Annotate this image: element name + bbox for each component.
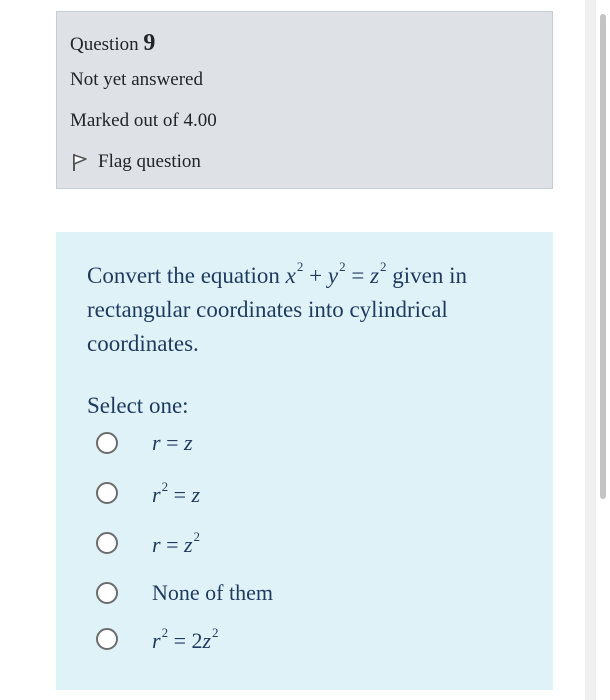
answer-label-1: r = z bbox=[152, 430, 193, 455]
question-title bbox=[70, 30, 155, 57]
flag-question-link[interactable] bbox=[70, 151, 201, 173]
radio-icon[interactable] bbox=[96, 628, 118, 650]
radio-icon[interactable] bbox=[96, 582, 118, 604]
question-content bbox=[56, 232, 553, 690]
answer-option-5[interactable] bbox=[96, 622, 219, 656]
radio-icon[interactable] bbox=[96, 532, 118, 554]
radio-icon[interactable] bbox=[96, 482, 118, 504]
question-word: Question bbox=[70, 34, 139, 55]
answer-label-3: $r = z^2$ bbox=[152, 528, 201, 557]
answer-option-2[interactable] bbox=[96, 476, 201, 510]
answer-label-5: $r^2 = 2z^2$ bbox=[152, 624, 219, 653]
question-text-after: given in rectangular coordinates into cylindrical coordinates. bbox=[87, 263, 468, 356]
answer-option-3[interactable] bbox=[96, 526, 201, 560]
question-grade: Marked out of 4.00 bbox=[70, 110, 217, 131]
answer-option-1[interactable] bbox=[96, 426, 193, 460]
question-text-before: Convert the equation bbox=[87, 263, 286, 288]
flag-question-label: Flag question bbox=[98, 151, 201, 172]
answer-option-4[interactable] bbox=[96, 576, 273, 610]
equation: $x^2 + y^2 = z^2$ bbox=[285, 259, 387, 288]
question-number: 9 bbox=[143, 30, 156, 56]
scrollbar-thumb[interactable] bbox=[600, 14, 606, 499]
flag-icon bbox=[70, 152, 90, 172]
question-text bbox=[87, 250, 537, 361]
radio-icon[interactable] bbox=[96, 432, 118, 454]
select-prompt: Select one: bbox=[87, 393, 189, 418]
question-info-panel bbox=[56, 11, 553, 189]
answer-label-2: $r^2 = z$ bbox=[152, 478, 201, 507]
answer-label-4: None of them bbox=[152, 580, 273, 605]
question-state: Not yet answered bbox=[70, 69, 203, 90]
